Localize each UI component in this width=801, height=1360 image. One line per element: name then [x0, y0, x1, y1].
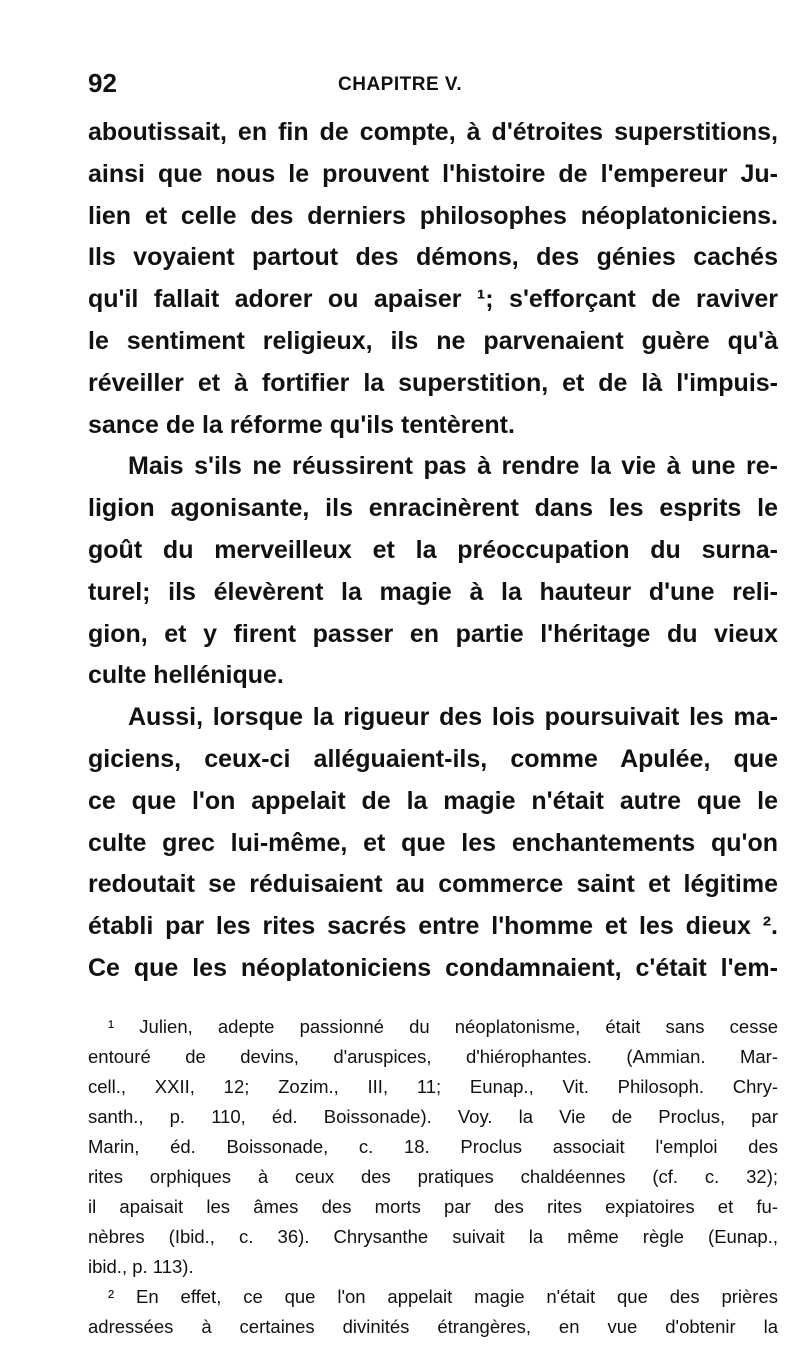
text-line: Ce que les néoplatoniciens condamnaient, c'était l'em-: [88, 953, 778, 982]
footnote-line: cell., XXII, 12; Zozim., III, 11; Eunap., Vit. Philosoph. Chry-: [88, 1076, 778, 1097]
footnote-line: adressées à certaines divinités étrangères, en vue d'obtenir la: [88, 1316, 778, 1337]
footnote-line: Marin, éd. Boissonade, c. 18. Proclus associait l'emploi des: [88, 1136, 778, 1157]
footnote-line: ibid., p. 113).: [88, 1256, 194, 1277]
chapter-title: CHAPITRE V.: [338, 74, 463, 95]
footnotes: [88, 1012, 778, 1342]
text-line: turel; ils élevèrent la magie à la hauteur d'une reli-: [88, 577, 778, 606]
main-text: [88, 112, 778, 990]
text-line: ligion agonisante, ils enracinèrent dans les esprits le: [88, 494, 778, 523]
text-line: aboutissait, en fin de compte, à d'étroites superstitions,: [88, 118, 778, 146]
text-line: gion, et y firent passer en partie l'héritage du vieux: [88, 619, 778, 648]
text-line: culte hellénique.: [88, 661, 284, 690]
footnote-line: santh., p. 110, éd. Boissonade). Voy. la Vie de Proclus, par: [88, 1106, 778, 1127]
text-line: lien et celle des derniers philosophes néoplatoniciens.: [88, 201, 778, 230]
text-line: Mais s'ils ne réussirent pas à rendre la vie à une re-: [128, 452, 778, 481]
text-line: culte grec lui-même, et que les enchantements qu'on: [88, 828, 778, 857]
footnote-line: il apaisait les âmes des morts par des rites expiatoires et fu-: [88, 1196, 778, 1217]
text-line: le sentiment religieux, ils ne parvenaient guère qu'à: [88, 326, 778, 355]
text-line: ce que l'on appelait de la magie n'était autre que le: [88, 786, 778, 815]
footnote-line: nèbres (Ibid., c. 36). Chrysanthe suivait la même règle (Eunap.,: [88, 1226, 778, 1247]
footnote-line: rites orphiques à ceux des pratiques chaldéennes (cf. c. 32);: [88, 1166, 778, 1187]
footnote-line: ¹ Julien, adepte passionné du néoplatonisme, était sans cesse: [108, 1016, 778, 1037]
text-line: réveiller et à fortifier la superstition, et de là l'impuis-: [88, 368, 778, 397]
text-line: redoutait se réduisaient au commerce saint et légitime: [88, 870, 778, 899]
text-line: établi par les rites sacrés entre l'homme et les dieux ².: [88, 912, 778, 941]
text-line: goût du merveilleux et la préoccupation du surna-: [88, 535, 778, 564]
footnote-line: ² En effet, ce que l'on appelait magie n'était que des prières: [108, 1286, 778, 1307]
page-number: 92: [88, 68, 117, 98]
page-header: [88, 68, 778, 108]
text-line: Aussi, lorsque la rigueur des lois poursuivait les ma-: [128, 703, 778, 732]
text-line: ainsi que nous le prouvent l'histoire de l'empereur Ju-: [88, 159, 778, 188]
footnote-line: entouré de devins, d'aruspices, d'hiérophantes. (Ammian. Mar-: [88, 1046, 778, 1067]
text-line: Ils voyaient partout des démons, des génies cachés: [88, 243, 778, 272]
text-line: sance de la réforme qu'ils tentèrent.: [88, 410, 515, 439]
text-line: giciens, ceux-ci alléguaient-ils, comme Apulée, que: [88, 744, 778, 773]
text-line: qu'il fallait adorer ou apaiser ¹; s'efforçant de raviver: [88, 285, 778, 314]
